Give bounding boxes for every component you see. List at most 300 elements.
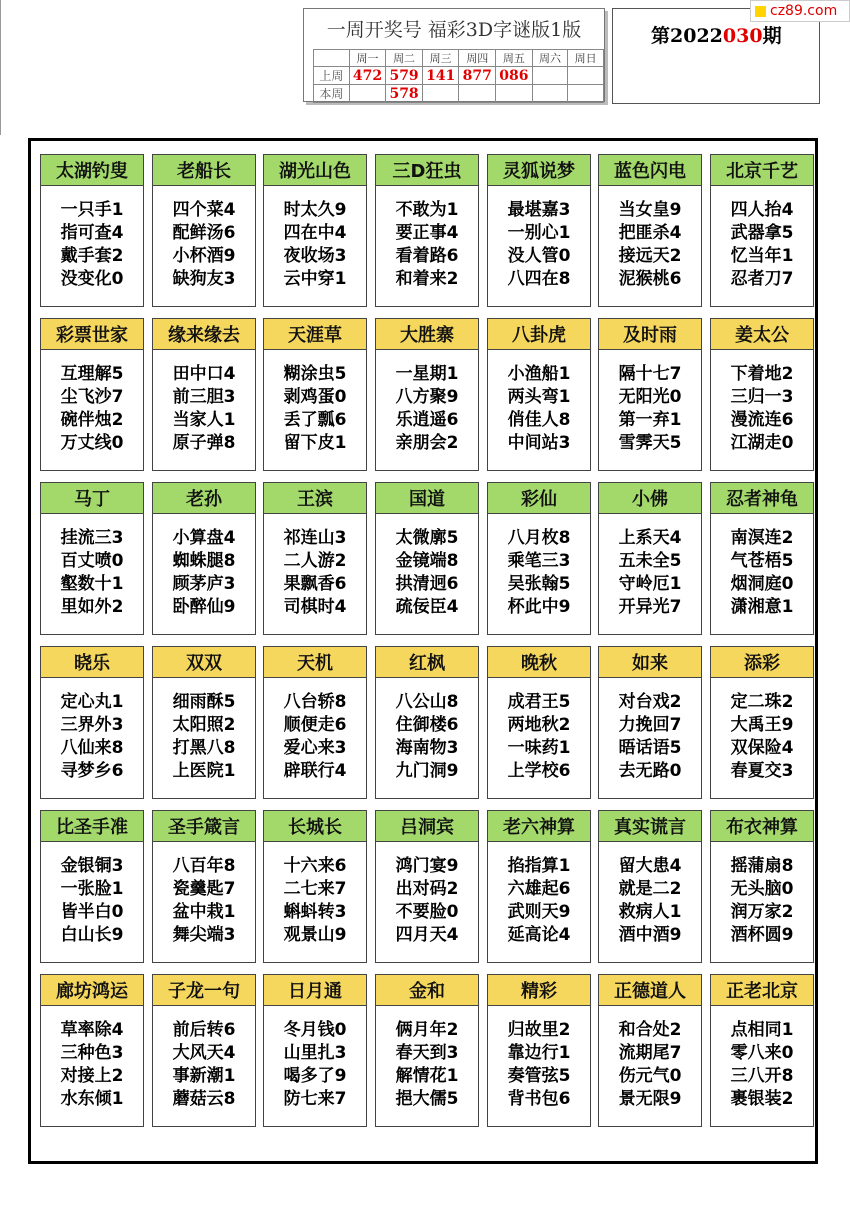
card-body (599, 1006, 701, 1111)
riddle-line: 太阳照2 (172, 715, 236, 735)
riddle-card (40, 154, 144, 307)
riddle-line: 流期尾7 (618, 1043, 682, 1063)
riddle-card (263, 810, 367, 963)
card-body (264, 186, 366, 291)
riddle-card (40, 318, 144, 471)
draw-number: 141 (422, 67, 459, 85)
card-body (264, 350, 366, 455)
day-cell: 周五 (496, 50, 533, 67)
riddle-card (375, 318, 479, 471)
riddle-line: 配鲜汤6 (172, 223, 236, 243)
riddle-card (710, 482, 814, 635)
riddle-line: 接远天2 (618, 246, 682, 266)
draw-number (568, 85, 604, 103)
riddle-line: 草率除4 (60, 1020, 124, 1040)
riddle-card (40, 482, 144, 635)
day-cell: 周一 (349, 50, 386, 67)
card-title: 王滨 (264, 483, 366, 514)
riddle-line: 靠边行1 (507, 1043, 571, 1063)
riddle-line: 掐指算1 (507, 856, 571, 876)
riddle-card (263, 318, 367, 471)
card-title: 彩仙 (488, 483, 590, 514)
card-body (488, 186, 590, 291)
riddle-line: 大禹王9 (730, 715, 794, 735)
riddle-line: 气苍梧5 (730, 551, 794, 571)
card-title: 红枫 (376, 647, 478, 678)
riddle-line: 摇蒲扇8 (730, 856, 794, 876)
riddle-line: 一张脸1 (60, 879, 124, 899)
riddle-line: 上学校6 (507, 761, 571, 781)
riddle-line: 当女皇9 (618, 200, 682, 220)
card-title: 双双 (153, 647, 255, 678)
riddle-line: 延高论4 (507, 925, 571, 945)
riddle-line: 金镜端8 (395, 551, 459, 571)
card-title: 添彩 (711, 647, 813, 678)
day-cell: 周二 (386, 50, 423, 67)
riddle-card (487, 482, 591, 635)
card-title: 正老北京 (711, 975, 813, 1006)
card-title: 比圣手准 (41, 811, 143, 842)
riddle-line: 泥猴桃6 (618, 269, 682, 289)
riddle-line: 和着来2 (395, 269, 459, 289)
riddle-line: 糊涂虫5 (283, 364, 347, 384)
card-title: 正德道人 (599, 975, 701, 1006)
last-week-row (314, 67, 604, 85)
card-title: 忍者神龟 (711, 483, 813, 514)
last-week-label: 上周 (314, 67, 350, 85)
day-cell: 周三 (422, 50, 459, 67)
card-title: 精彩 (488, 975, 590, 1006)
riddle-line: 蜘蛛腿8 (172, 551, 236, 571)
riddle-line: 南溟连2 (730, 528, 794, 548)
riddle-line: 四人抬4 (730, 200, 794, 220)
card-body (264, 514, 366, 619)
riddle-line: 无阳光0 (618, 387, 682, 407)
draw-number: 579 (386, 67, 423, 85)
riddle-line: 夜收场3 (283, 246, 347, 266)
riddle-card (40, 810, 144, 963)
card-title: 晓乐 (41, 647, 143, 678)
card-title: 如来 (599, 647, 701, 678)
day-cell: 周四 (459, 50, 496, 67)
draw-number: 472 (349, 67, 386, 85)
card-title: 马丁 (41, 483, 143, 514)
draw-number (422, 85, 459, 103)
riddle-line: 俩月年2 (395, 1020, 459, 1040)
riddle-card (263, 646, 367, 799)
card-title: 北京千艺 (711, 155, 813, 186)
riddle-line: 裹银装2 (730, 1089, 794, 1109)
riddle-line: 春天到3 (395, 1043, 459, 1063)
riddle-line: 瓷羹匙7 (172, 879, 236, 899)
riddle-card (40, 646, 144, 799)
riddle-line: 六雄起6 (507, 879, 571, 899)
card-body (599, 842, 701, 947)
riddle-line: 三八开8 (730, 1066, 794, 1086)
riddle-line: 八四在8 (507, 269, 571, 289)
card-body (376, 186, 478, 291)
riddle-line: 四月天4 (395, 925, 459, 945)
card-title: 太湖钓叟 (41, 155, 143, 186)
riddle-line: 留下皮1 (283, 433, 347, 453)
card-body (41, 514, 143, 619)
riddle-line: 二人游2 (283, 551, 347, 571)
riddle-line: 百丈喷0 (60, 551, 124, 571)
riddle-line: 辟联行4 (283, 761, 347, 781)
riddle-line: 看着路6 (395, 246, 459, 266)
issue-prefix: 第2022 (651, 25, 723, 47)
riddle-line: 下着地2 (730, 364, 794, 384)
riddle-card (487, 646, 591, 799)
riddle-line: 成君王5 (507, 692, 571, 712)
riddle-line: 前后转6 (172, 1020, 236, 1040)
riddle-line: 顾茅庐3 (172, 574, 236, 594)
riddle-line: 春夏交3 (730, 761, 794, 781)
riddle-card (375, 974, 479, 1127)
card-body (599, 678, 701, 783)
riddle-line: 卧醉仙9 (172, 597, 236, 617)
riddle-line: 酒中酒9 (618, 925, 682, 945)
riddle-card (152, 810, 256, 963)
riddle-line: 烟洞庭0 (730, 574, 794, 594)
card-body (41, 1006, 143, 1111)
riddle-card (152, 318, 256, 471)
riddle-line: 九门洞9 (395, 761, 459, 781)
card-body (711, 842, 813, 947)
card-body (711, 186, 813, 291)
riddle-line: 要正事4 (395, 223, 459, 243)
riddle-line: 大风天4 (172, 1043, 236, 1063)
riddle-line: 小杯酒9 (172, 246, 236, 266)
riddle-line: 开异光7 (618, 597, 682, 617)
riddle-card (598, 318, 702, 471)
riddle-line: 碗伴烛2 (60, 410, 124, 430)
riddle-card (598, 810, 702, 963)
draw-number: 877 (459, 67, 496, 85)
card-body (376, 1006, 478, 1111)
riddle-line: 二七来7 (283, 879, 347, 899)
riddle-line: 景无限9 (618, 1089, 682, 1109)
riddle-line: 三种色3 (60, 1043, 124, 1063)
card-title: 真实谎言 (599, 811, 701, 842)
card-body (153, 186, 255, 291)
card-body (153, 842, 255, 947)
riddle-line: 四个菜4 (172, 200, 236, 220)
riddle-card (375, 482, 479, 635)
riddle-line: 一星期1 (395, 364, 459, 384)
issue-suffix: 期 (762, 25, 782, 47)
draw-results-panel (303, 8, 605, 102)
riddle-line: 疏佞臣4 (395, 597, 459, 617)
card-title: 国道 (376, 483, 478, 514)
card-body (41, 350, 143, 455)
riddle-line: 江湖走0 (730, 433, 794, 453)
riddle-line: 出对码2 (395, 879, 459, 899)
riddle-line: 前三胆3 (172, 387, 236, 407)
riddle-card (375, 154, 479, 307)
riddle-line: 山里扎3 (283, 1043, 347, 1063)
riddle-line: 中间站3 (507, 433, 571, 453)
riddle-line: 鸿门宴9 (395, 856, 459, 876)
riddle-card (710, 646, 814, 799)
riddle-line: 酒杯圆9 (730, 925, 794, 945)
riddle-line: 壑数十1 (60, 574, 124, 594)
day-cell: 周六 (532, 50, 568, 67)
riddle-line: 留大患4 (618, 856, 682, 876)
card-title: 晚秋 (488, 647, 590, 678)
riddle-line: 八月枚8 (507, 528, 571, 548)
riddle-line: 三归一3 (730, 387, 794, 407)
card-body (599, 514, 701, 619)
draw-number: 086 (496, 67, 533, 85)
card-title: 彩票世家 (41, 319, 143, 350)
riddle-card (40, 974, 144, 1127)
card-body (488, 842, 590, 947)
card-body (599, 186, 701, 291)
card-body (488, 678, 590, 783)
card-title: 老六神算 (488, 811, 590, 842)
card-title: 长城长 (264, 811, 366, 842)
riddle-line: 把匪杀4 (618, 223, 682, 243)
riddle-line: 亲朋会2 (395, 433, 459, 453)
card-body (264, 1006, 366, 1111)
card-title: 缘来缘去 (153, 319, 255, 350)
issue-label (651, 21, 782, 48)
card-body (376, 350, 478, 455)
riddle-line: 最堪嘉3 (507, 200, 571, 220)
riddle-line: 对接上2 (60, 1066, 124, 1086)
card-title: 八卦虎 (488, 319, 590, 350)
riddle-line: 武器拿5 (730, 223, 794, 243)
riddle-line: 解情花1 (395, 1066, 459, 1086)
riddle-line: 武则天9 (507, 902, 571, 922)
riddle-board (28, 138, 818, 1164)
riddle-line: 八方聚9 (395, 387, 459, 407)
riddle-line: 俏佳人8 (507, 410, 571, 430)
riddle-card (487, 318, 591, 471)
riddle-line: 八公山8 (395, 692, 459, 712)
riddle-line: 隔十七7 (618, 364, 682, 384)
riddle-line: 剥鸡蛋0 (283, 387, 347, 407)
card-body (488, 514, 590, 619)
riddle-line: 万丈线0 (60, 433, 124, 453)
riddle-line: 互理解5 (60, 364, 124, 384)
card-body (376, 842, 478, 947)
card-title: 圣手箴言 (153, 811, 255, 842)
riddle-card (375, 810, 479, 963)
riddle-line: 太微廓5 (395, 528, 459, 548)
riddle-card (598, 482, 702, 635)
this-week-label: 本周 (314, 85, 350, 103)
riddle-card (598, 974, 702, 1127)
riddle-line: 漫流连6 (730, 410, 794, 430)
card-body (153, 1006, 255, 1111)
card-title: 姜太公 (711, 319, 813, 350)
riddle-line: 蘑菇云8 (172, 1089, 236, 1109)
riddle-line: 一味药1 (507, 738, 571, 758)
riddle-line: 打黑八8 (172, 738, 236, 758)
card-body (376, 514, 478, 619)
draw-number (349, 85, 386, 103)
card-title: 三D狂虫 (376, 155, 478, 186)
riddle-line: 去无路0 (618, 761, 682, 781)
card-body (711, 1006, 813, 1111)
riddle-line: 不要脸0 (395, 902, 459, 922)
riddle-line: 挂流三3 (60, 528, 124, 548)
riddle-line: 不敢为1 (395, 200, 459, 220)
card-title: 天涯草 (264, 319, 366, 350)
riddle-line: 就是二2 (618, 879, 682, 899)
riddle-line: 八百年8 (172, 856, 236, 876)
riddle-line: 上系天4 (618, 528, 682, 548)
riddle-line: 没人管0 (507, 246, 571, 266)
riddle-line: 里如外2 (60, 597, 124, 617)
riddle-line: 定心丸1 (60, 692, 124, 712)
card-title: 廊坊鸿运 (41, 975, 143, 1006)
header-title: 一周开奖号 福彩3D字谜版1版 (326, 19, 582, 41)
riddle-card (487, 810, 591, 963)
riddle-card (263, 482, 367, 635)
riddle-line: 顺便走6 (283, 715, 347, 735)
riddle-line: 冬月钱0 (283, 1020, 347, 1040)
riddle-card (375, 646, 479, 799)
riddle-line: 细雨酥5 (172, 692, 236, 712)
site-badge[interactable] (750, 0, 850, 22)
riddle-card (710, 318, 814, 471)
riddle-line: 舞尖端3 (172, 925, 236, 945)
riddle-line: 指可查4 (60, 223, 124, 243)
riddle-line: 缺狗友3 (172, 269, 236, 289)
card-title: 吕洞宾 (376, 811, 478, 842)
riddle-line: 小算盘4 (172, 528, 236, 548)
card-title: 子龙一句 (153, 975, 255, 1006)
riddle-line: 无头脑0 (730, 879, 794, 899)
riddle-line: 盆中栽1 (172, 902, 236, 922)
card-body (488, 1006, 590, 1111)
riddle-line: 双保险4 (730, 738, 794, 758)
riddle-line: 住御楼6 (395, 715, 459, 735)
riddle-line: 五未全5 (618, 551, 682, 571)
draw-number (532, 85, 568, 103)
riddle-line: 一别心1 (507, 223, 571, 243)
riddle-card (710, 810, 814, 963)
riddle-card (152, 482, 256, 635)
draw-number (459, 85, 496, 103)
riddle-line: 归故里2 (507, 1020, 571, 1040)
issue-number: 030 (722, 25, 763, 47)
riddle-card (152, 154, 256, 307)
riddle-line: 事新潮1 (172, 1066, 236, 1086)
riddle-card (152, 974, 256, 1127)
riddle-line: 寻梦乡6 (60, 761, 124, 781)
riddle-line: 八仙来8 (60, 738, 124, 758)
riddle-line: 皆半白0 (60, 902, 124, 922)
riddle-line: 海南物3 (395, 738, 459, 758)
card-body (153, 350, 255, 455)
riddle-line: 当家人1 (172, 410, 236, 430)
riddle-line: 十六来6 (283, 856, 347, 876)
card-body (153, 678, 255, 783)
riddle-line: 乐逍遥6 (395, 410, 459, 430)
riddle-line: 忍者刀7 (730, 269, 794, 289)
riddle-line: 云中穿1 (283, 269, 347, 289)
riddle-line: 金银铜3 (60, 856, 124, 876)
riddle-card (710, 974, 814, 1127)
riddle-line: 两头弯1 (507, 387, 571, 407)
site-badge-text: cz89.com (770, 3, 838, 19)
card-title: 老孙 (153, 483, 255, 514)
card-title: 灵狐说梦 (488, 155, 590, 186)
card-body (376, 678, 478, 783)
card-body (264, 678, 366, 783)
riddle-line: 喝多了9 (283, 1066, 347, 1086)
riddle-line: 防七来7 (283, 1089, 347, 1109)
riddle-line: 蝌蚪转3 (283, 902, 347, 922)
riddle-line: 背书包6 (507, 1089, 571, 1109)
riddle-line: 时太久9 (283, 200, 347, 220)
riddle-line: 第一弃1 (618, 410, 682, 430)
card-body (41, 678, 143, 783)
riddle-line: 杯此中9 (507, 597, 571, 617)
riddle-line: 丢了瓢6 (283, 410, 347, 430)
riddle-line: 乘笔三3 (507, 551, 571, 571)
riddle-line: 原子弹8 (172, 433, 236, 453)
riddle-line: 潇湘意1 (730, 597, 794, 617)
page-edge-line (0, 0, 1, 135)
riddle-line: 点相同1 (730, 1020, 794, 1040)
card-title: 布衣神算 (711, 811, 813, 842)
card-title: 小佛 (599, 483, 701, 514)
riddle-line: 润万家2 (730, 902, 794, 922)
riddle-card (598, 154, 702, 307)
riddle-line: 四在中4 (283, 223, 347, 243)
draw-number (496, 85, 533, 103)
riddle-line: 观景山9 (283, 925, 347, 945)
riddle-card (263, 974, 367, 1127)
card-body (711, 350, 813, 455)
riddle-card (598, 646, 702, 799)
riddle-card (487, 974, 591, 1127)
riddle-line: 定二珠2 (730, 692, 794, 712)
riddle-line: 挹大儒5 (395, 1089, 459, 1109)
riddle-card (152, 646, 256, 799)
this-week-row (314, 85, 604, 103)
riddle-line: 爱心来3 (283, 738, 347, 758)
riddle-line: 白山长9 (60, 925, 124, 945)
riddle-line: 一只手1 (60, 200, 124, 220)
riddle-line: 三界外3 (60, 715, 124, 735)
riddle-line: 救病人1 (618, 902, 682, 922)
card-title: 天机 (264, 647, 366, 678)
card-body (711, 514, 813, 619)
riddle-line: 力挽回7 (618, 715, 682, 735)
riddle-line: 拱清迥6 (395, 574, 459, 594)
riddle-line: 戴手套2 (60, 246, 124, 266)
card-title: 及时雨 (599, 319, 701, 350)
riddle-line: 晤话语5 (618, 738, 682, 758)
riddle-line: 忆当年1 (730, 246, 794, 266)
card-body (153, 514, 255, 619)
riddle-line: 田中口4 (172, 364, 236, 384)
riddle-line: 守岭厄1 (618, 574, 682, 594)
issue-panel (612, 8, 820, 104)
riddle-line: 八台轿8 (283, 692, 347, 712)
riddle-card (487, 154, 591, 307)
riddle-line: 和合处2 (618, 1020, 682, 1040)
riddle-line: 小渔船1 (507, 364, 571, 384)
riddle-line: 没变化0 (60, 269, 124, 289)
card-title: 蓝色闪电 (599, 155, 701, 186)
